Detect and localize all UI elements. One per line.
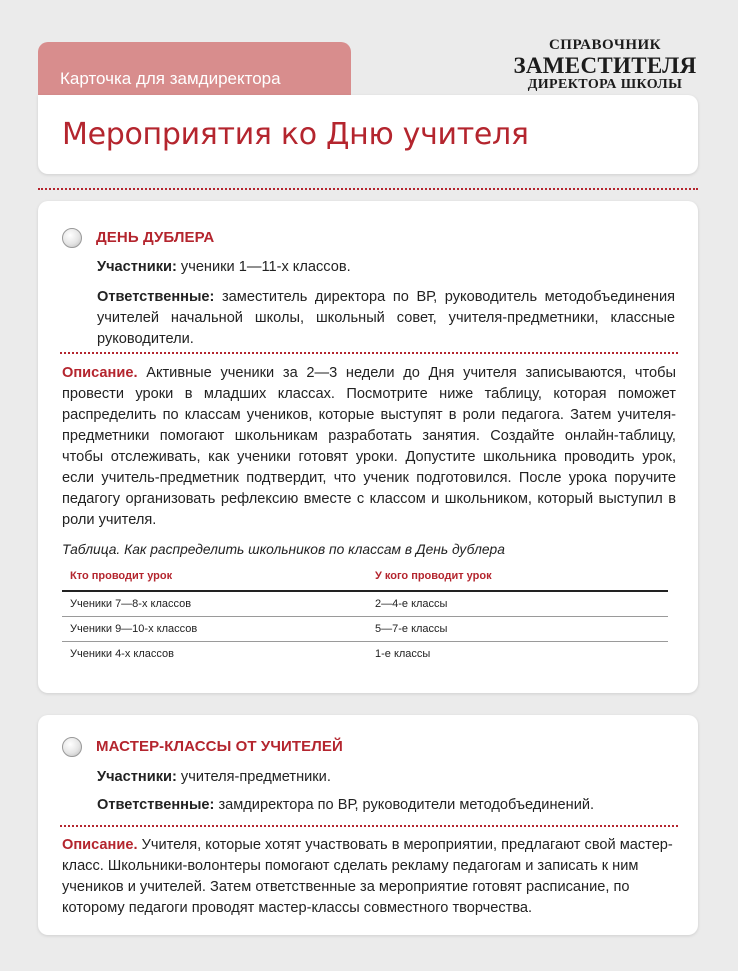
brand-line-3: ДИРЕКТОРА ШКОЛЫ (527, 77, 683, 92)
table-cell: 5—7-е классы (367, 617, 668, 642)
description-text: Учителя, которые хотят участвовать в мероприятии, предлагают свой мастер-класс. Школьники-волонтеры помогают сделать рекламу педагогам и записать к ним учеников и учителей. Затем ответственные за мероприятие готовят расписание, по которому педагоги проводят мастер-классы совместного творчества. (62, 837, 673, 916)
responsible-text: замдиректора по ВР, руководители методобъединений. (214, 797, 595, 813)
table-cell: Ученики 9—10-х классов (62, 617, 367, 642)
responsible-label: Ответственные: (97, 289, 215, 305)
section-divider (60, 352, 678, 354)
section-title: МАСТЕР-КЛАССЫ ОТ УЧИТЕЛЕЙ (96, 738, 343, 755)
radio-bullet-icon (62, 228, 82, 248)
distribution-table (62, 567, 668, 666)
description-paragraph (62, 363, 676, 531)
table-row (62, 642, 668, 667)
table-header-row (62, 567, 668, 591)
table-header-cell: У кого проводит урок (367, 567, 668, 591)
participants-text: ученики 1—11-х классов. (176, 259, 351, 275)
responsible-text: заместитель директора по ВР, руководитель методобъединения учителей начальной школы, школьный совет, учителя-предметники, классные руководители. (97, 289, 675, 347)
description-paragraph (62, 835, 674, 919)
radio-bullet-icon (62, 737, 82, 757)
table-cell: 2—4-е классы (367, 591, 668, 617)
brand-logo (496, 38, 714, 92)
participants-line (97, 767, 677, 788)
responsible-line (97, 795, 677, 816)
table-cell: 1-е классы (375, 648, 431, 660)
section-card-day-of-substitute (38, 201, 698, 693)
participants-label: Участники: (97, 769, 177, 785)
description-label: Описание. (62, 365, 138, 381)
card-type-label: Карточка для замдиректора (60, 69, 281, 88)
responsible-label: Ответственные: (97, 797, 215, 813)
section-divider (60, 825, 678, 827)
page-title: Мероприятия ко Дню учителя (62, 117, 529, 152)
table-cell: Ученики 4-х классов (70, 648, 174, 660)
table-header-cell: Кто проводит урок (62, 567, 367, 591)
header-divider (38, 188, 698, 190)
table-row (62, 617, 668, 642)
card-type-tab (38, 42, 351, 98)
brand-line-1: СПРАВОЧНИК (548, 37, 662, 53)
section-card-master-classes (38, 715, 698, 935)
participants-text: учителя-предметники. (176, 769, 331, 785)
description-text: Активные ученики за 2—3 недели до Дня учителя записываются, чтобы провести уроки в младших классах. Посмотрите ниже таблицу, которая поможет распределить по классам учеников, которые выступят в роли педагога. Затем учителя-предметники помогают школьникам разработать занятия. Создайте онлайн-таблицу, чтобы отслеживать, как ученики готовят уроки. Допустите школьника проводить урок, если учитель-предметник подтвердит, что ученик подготовился. После урока поручите педагогу организовать рефлексию вместе с классом и школьником, который выступил в роли учителя. (62, 365, 676, 528)
table-caption: Таблица. Как распределить школьников по классам в День дублера (62, 542, 505, 557)
title-card (38, 95, 698, 174)
table-row (62, 591, 668, 617)
participants-line (97, 257, 677, 278)
brand-line-2: ЗАМЕСТИТЕЛЯ (513, 53, 697, 78)
section-title: ДЕНЬ ДУБЛЕРА (96, 229, 215, 246)
participants-label: Участники: (97, 259, 177, 275)
table-cell: Ученики 7—8-х классов (62, 591, 367, 617)
responsible-line (97, 287, 675, 350)
description-label: Описание. (62, 837, 138, 853)
